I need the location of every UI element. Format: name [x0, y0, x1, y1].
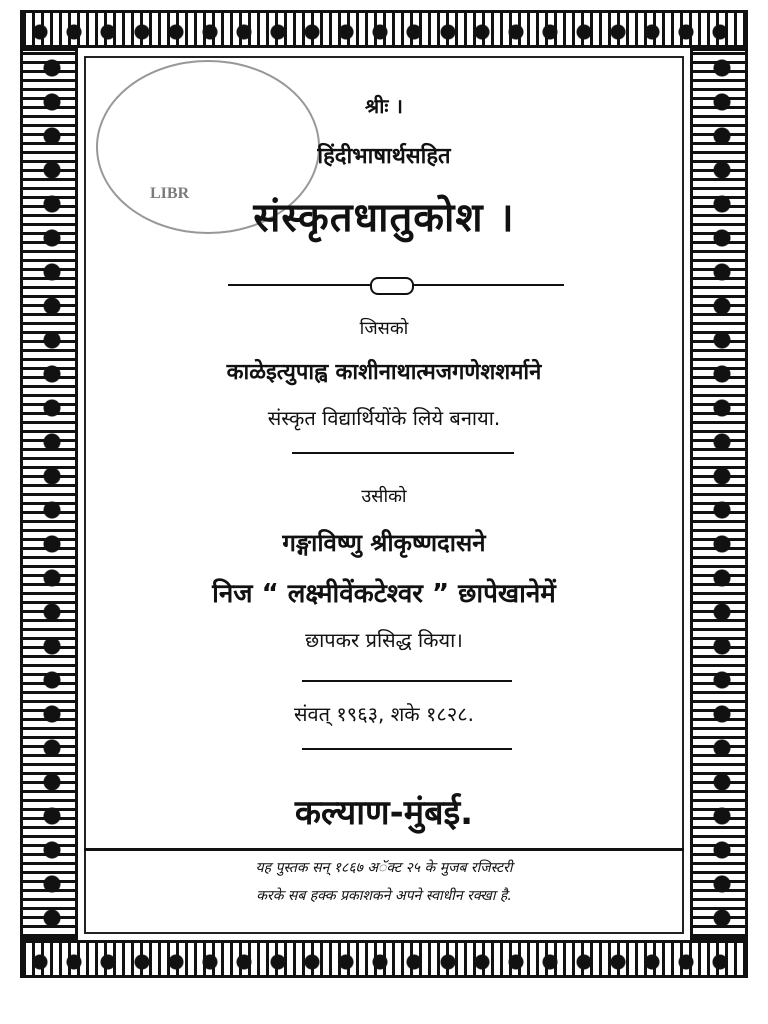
city-line: कल्याण-मुंबई. — [294, 793, 474, 833]
usko-text: उसीको — [361, 486, 407, 507]
author-line: काळेइत्युपाह्व काशीनाथात्मजगणेशशर्माने — [226, 360, 542, 385]
copyright-note-line-2: करके सब हक्क प्रकाशकने अपने स्वाधीन रक्खा है. — [256, 888, 512, 904]
printed-line: छापकर प्रसिद्ध किया। — [305, 628, 463, 652]
invocation: श्रीः । — [365, 94, 403, 118]
purpose-line: संस्कृत विद्यार्थियोंके लिये बनाया. — [267, 406, 501, 430]
library-stamp-text: LIBR — [150, 185, 190, 202]
rule-ornament-center — [370, 277, 414, 295]
copyright-note-line-1: यह पुस्तक सन् १८६७ अॅक्ट २५ के मुजब रजिस्टरी — [255, 860, 513, 876]
subtitle: हिंदीभाषार्थसहित — [317, 144, 451, 169]
divider-rule — [302, 748, 512, 750]
publisher-line: गङ्गाविष्णु श्रीकृष्णदासने — [282, 529, 486, 557]
ornamental-border-top — [20, 10, 748, 48]
footer-rule — [84, 848, 684, 851]
ornamental-border-left — [20, 48, 78, 940]
divider-rule — [302, 680, 512, 682]
ornamental-border-right — [690, 48, 748, 940]
divider-rule — [292, 452, 514, 454]
press-line: निज “ लक्ष्मीवेंकटेश्वर ” छापेखानेमें — [212, 579, 556, 609]
date-line: संवत् १९६३, शके १८२८. — [294, 702, 474, 726]
jisko-text: जिसको — [359, 318, 409, 339]
ornamental-border-bottom — [20, 940, 748, 978]
book-title: संस्कृतधातुकोश । — [253, 195, 515, 241]
